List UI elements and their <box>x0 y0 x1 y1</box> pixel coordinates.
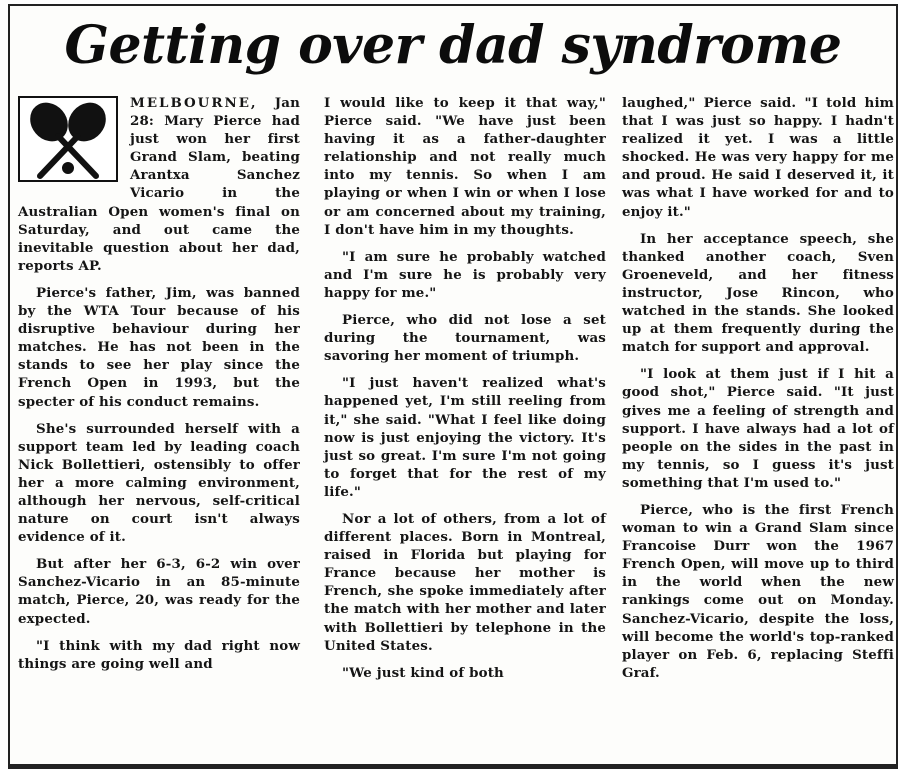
col1-para-3: She's surrounded herself with a support team led by leading coach Nick Bollettieri, ostensibly to offer her a more calming environment, although her nervous, self-critical nature on court isn't always evidence of it. <box>18 420 300 546</box>
col3-para-4: Pierce, who is the first French woman to win a Grand Slam since Francoise Durr won the 1967 French Open, will move up to third in the world when the new rankings come out on Monday. Sanchez-Vicario, despite the loss, will become the world's top-ranked player on Feb. 6, replacing Steffi Graf. <box>622 501 894 681</box>
tennis-rackets-icon <box>18 96 118 182</box>
newspaper-clipping <box>8 4 898 769</box>
col3-para-3: "I look at them just if I hit a good shot," Pierce said. "It just gives me a feeling of strength and support. I have always had a lot of people on the sides in the past in my tennis, so I guess it's just something that I'm used to." <box>622 366 894 491</box>
col1-para-4: But after her 6-3, 6-2 win over Sanchez-Vicario in an 85-minute match, Pierce, 20, was ready for the expected. <box>18 556 300 627</box>
col2-para-1: I would like to keep it that way," Pierce said. "We have just been having it as a father-daughter relationship and not really much into my tennis. So when I am playing or when I win or when I lose or am concerned about my training, I don't have him in my thoughts. <box>324 95 606 238</box>
col1-para-5: "I think with my dad right now things are going well and <box>18 637 300 672</box>
col2-para-3: Pierce, who did not lose a set during the tournament, was savoring her moment of triumph. <box>324 312 606 365</box>
col3-para-1: laughed," Pierce said. "I told him that I was just so happy. I hadn't realized it yet. I was a little shocked. He was very happy for me and proud. He said I deserved it, it was what I have worked for and to enjoy it." <box>622 95 894 220</box>
bottom-rule <box>10 764 896 767</box>
col2-para-6: "We just kind of both <box>342 664 504 681</box>
article-column-3 <box>622 94 894 691</box>
col1-para-2: Pierce's father, Jim, was banned by the WTA Tour because of his disruptive behaviour during her matches. He has not been in the stands to see her play since the French Open in 1993, but the specter of his conduct remains. <box>18 284 300 410</box>
col2-para-2: "I am sure he probably watched and I'm sure he is probably very happy for me." <box>324 248 606 301</box>
col2-para-5: Nor a lot of others, from a lot of different places. Born in Montreal, raised in Florida but playing for France because her mother is French, she spoke immediately after the match with her mother and later with Bollettieri by telephone in the United States. <box>324 510 606 654</box>
headline: Getting over dad syndrome <box>64 15 842 76</box>
col2-para-4: "I just haven't realized what's happened yet, I'm still reeling from it," she said. "What I feel like doing now is just enjoying the victory. It's just so great. I'm sure I'm not going to forget that for the rest of my life." <box>324 375 606 500</box>
article-column-2 <box>324 94 606 691</box>
dateline: MELBOURNE, <box>130 95 258 111</box>
col3-para-2: In her acceptance speech, she thanked another coach, Sven Groeneveld, and her fitness instructor, Jose Rincon, who watched in the stands. She looked up at them frequently during the match for support and approval. <box>622 230 894 356</box>
article-column-1 <box>18 94 300 682</box>
col1-para-1: Jan 28: Mary Pierce had just won her first Grand Slam, beating Arantxa Sanchez Vicario in the Australian Open women's final on Saturday, and out came the inevitable question about her dad, reports AP. <box>18 95 300 274</box>
